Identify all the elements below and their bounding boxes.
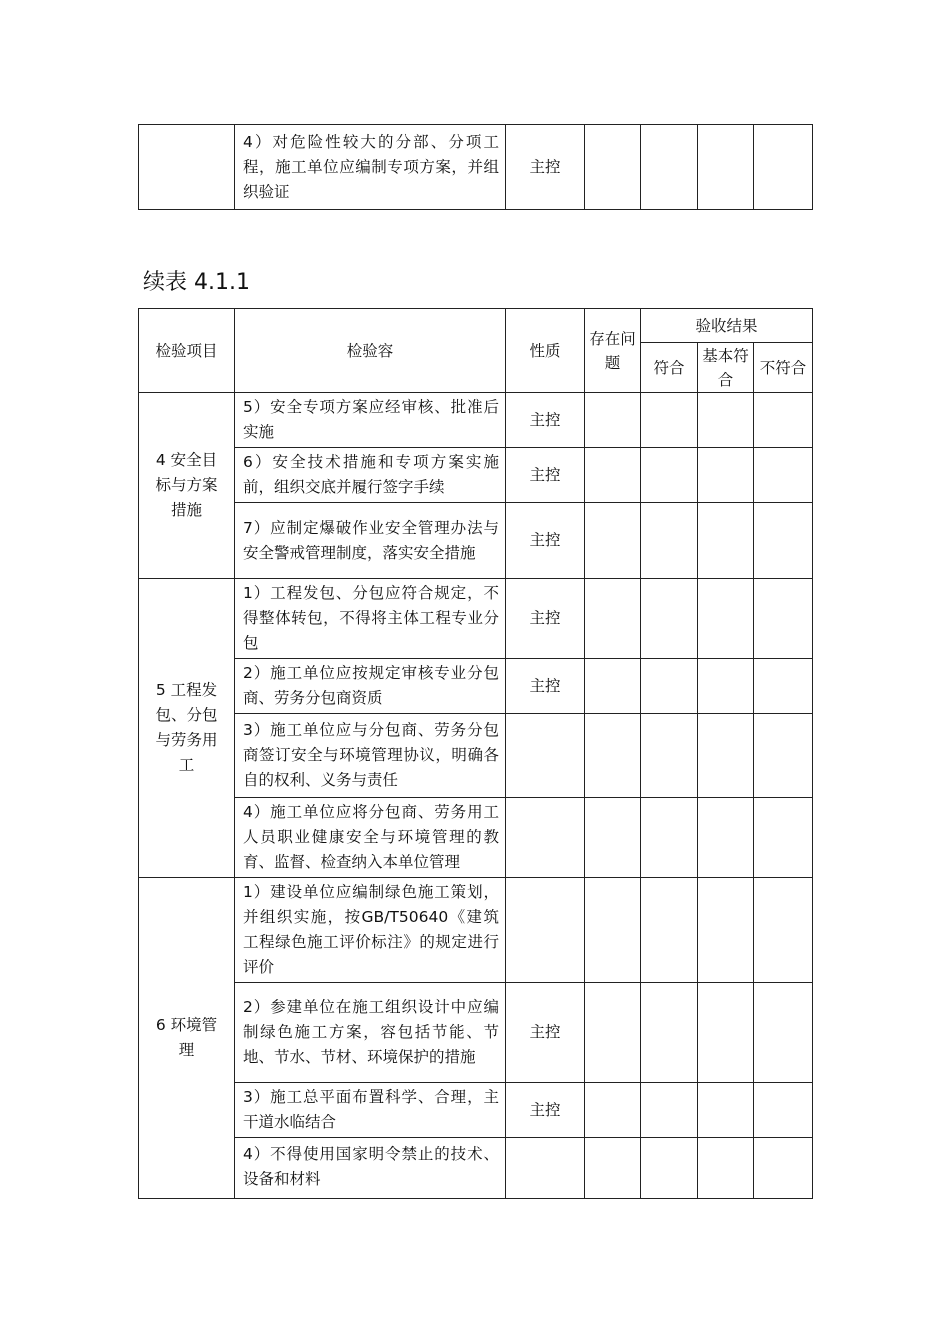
basic-conform-cell bbox=[698, 983, 754, 1083]
issue-cell bbox=[585, 1138, 641, 1199]
property-cell: 主控 bbox=[506, 503, 585, 579]
content-cell: 4）施工单位应将分包商、劳务用工人员职业健康安全与环境管理的教育、监督、检查纳入本单位管理 bbox=[235, 798, 506, 878]
content-cell: 7）应制定爆破作业安全管理办法与安全警戒管理制度，落实安全措施 bbox=[235, 503, 506, 579]
conform-cell bbox=[641, 659, 698, 714]
issue-cell bbox=[585, 503, 641, 579]
basic-conform-cell bbox=[698, 659, 754, 714]
table-row bbox=[139, 798, 813, 878]
item-cell bbox=[139, 125, 235, 210]
table-row bbox=[139, 1138, 813, 1199]
basic-conform-cell bbox=[698, 503, 754, 579]
conform-cell bbox=[641, 714, 698, 798]
issue-cell bbox=[585, 448, 641, 503]
issue-cell bbox=[585, 1083, 641, 1138]
header-basic-conform: 基本符合 bbox=[698, 343, 754, 393]
nonconform-cell bbox=[754, 659, 813, 714]
table-title: 续表 4.1.1 bbox=[143, 270, 250, 295]
header-nonconform: 不符合 bbox=[754, 343, 813, 393]
conform-cell bbox=[641, 983, 698, 1083]
basic-conform-cell bbox=[698, 1083, 754, 1138]
conform-cell bbox=[641, 448, 698, 503]
conform-cell bbox=[641, 579, 698, 659]
conform-cell bbox=[641, 1083, 698, 1138]
property-cell: 主控 bbox=[506, 579, 585, 659]
property-cell: 主控 bbox=[506, 659, 585, 714]
issue-cell bbox=[585, 878, 641, 983]
nonconform-cell bbox=[754, 579, 813, 659]
header-property: 性质 bbox=[506, 309, 585, 393]
issue-cell bbox=[585, 714, 641, 798]
nonconform-cell bbox=[754, 448, 813, 503]
nonconform-cell bbox=[754, 393, 813, 448]
nonconform-cell bbox=[754, 503, 813, 579]
nonconform-cell bbox=[754, 983, 813, 1083]
issue-cell bbox=[585, 393, 641, 448]
property-cell: 主控 bbox=[506, 448, 585, 503]
property-cell: 主控 bbox=[506, 125, 585, 210]
table-row bbox=[139, 983, 813, 1083]
issue-cell bbox=[585, 125, 641, 210]
basic-conform-cell bbox=[698, 1138, 754, 1199]
header-row bbox=[139, 309, 813, 343]
main-table bbox=[138, 308, 813, 1199]
table-row bbox=[139, 878, 813, 983]
conform-cell bbox=[641, 1138, 698, 1199]
issue-cell bbox=[585, 659, 641, 714]
nonconform-cell bbox=[754, 798, 813, 878]
group-name: 4 安全目标与方案措施 bbox=[139, 393, 235, 579]
content-cell: 3）施工总平面布置科学、合理，主干道水临结合 bbox=[235, 1083, 506, 1138]
basic-conform-cell bbox=[698, 798, 754, 878]
header-issue-label: 存在问题 bbox=[589, 329, 636, 372]
header-content: 检验容 bbox=[235, 309, 506, 393]
header-conform: 符合 bbox=[641, 343, 698, 393]
content-cell: 5）安全专项方案应经审核、批准后实施 bbox=[235, 393, 506, 448]
conform-cell bbox=[641, 878, 698, 983]
basic-conform-cell bbox=[698, 448, 754, 503]
issue-cell bbox=[585, 798, 641, 878]
property-cell bbox=[506, 798, 585, 878]
basic-conform-cell bbox=[698, 878, 754, 983]
table-row bbox=[139, 659, 813, 714]
basic-conform-cell bbox=[698, 579, 754, 659]
property-cell bbox=[506, 1138, 585, 1199]
content-cell: 3）施工单位应与分包商、劳务分包商签订安全与环境管理协议，明确各自的权利、义务与责任 bbox=[235, 714, 506, 798]
nonconform-cell bbox=[754, 1138, 813, 1199]
basic-conform-cell bbox=[698, 714, 754, 798]
content-cell: 6）安全技术措施和专项方案实施前，组织交底并履行签字手续 bbox=[235, 448, 506, 503]
group-name: 5 工程发包、分包与劳务用工 bbox=[139, 579, 235, 878]
nonconform-cell bbox=[754, 1083, 813, 1138]
issue-cell bbox=[585, 983, 641, 1083]
table-row bbox=[139, 714, 813, 798]
conform-cell bbox=[641, 393, 698, 448]
table-row bbox=[139, 125, 813, 210]
nonconform-cell bbox=[754, 878, 813, 983]
issue-cell bbox=[585, 579, 641, 659]
property-cell: 主控 bbox=[506, 1083, 585, 1138]
content-cell: 1）建设单位应编制绿色施工策划，并组织实施，按GB/T50640《建筑工程绿色施工评价标注》的规定进行评价 bbox=[235, 878, 506, 983]
table-row bbox=[139, 448, 813, 503]
property-cell: 主控 bbox=[506, 393, 585, 448]
property-cell bbox=[506, 878, 585, 983]
property-cell bbox=[506, 714, 585, 798]
table-row bbox=[139, 393, 813, 448]
property-cell: 主控 bbox=[506, 983, 585, 1083]
table-row bbox=[139, 503, 813, 579]
content-cell: 4）不得使用国家明令禁止的技术、设备和材料 bbox=[235, 1138, 506, 1199]
group-name: 6 环境管理 bbox=[139, 878, 235, 1199]
conform-cell bbox=[641, 798, 698, 878]
content-cell: 1）工程发包、分包应符合规定，不得整体转包，不得将主体工程专业分包 bbox=[235, 579, 506, 659]
header-result: 验收结果 bbox=[641, 309, 813, 343]
table-row bbox=[139, 1083, 813, 1138]
nonconform-cell bbox=[754, 714, 813, 798]
table-row bbox=[139, 579, 813, 659]
basic-conform-cell bbox=[698, 393, 754, 448]
content-cell: 2）参建单位在施工组织设计中应编制绿色施工方案，容包括节能、节地、节水、节材、环境保护的措施 bbox=[235, 983, 506, 1083]
conform-cell bbox=[641, 503, 698, 579]
header-issue bbox=[585, 309, 641, 393]
nonconform-cell bbox=[754, 125, 813, 210]
header-item: 检验项目 bbox=[139, 309, 235, 393]
content-cell: 4）对危险性较大的分部、分项工程，施工单位应编制专项方案，并组织验证 bbox=[235, 125, 506, 210]
top-table bbox=[138, 124, 813, 210]
conform-cell bbox=[641, 125, 698, 210]
basic-conform-cell bbox=[698, 125, 754, 210]
content-cell: 2）施工单位应按规定审核专业分包商、劳务分包商资质 bbox=[235, 659, 506, 714]
